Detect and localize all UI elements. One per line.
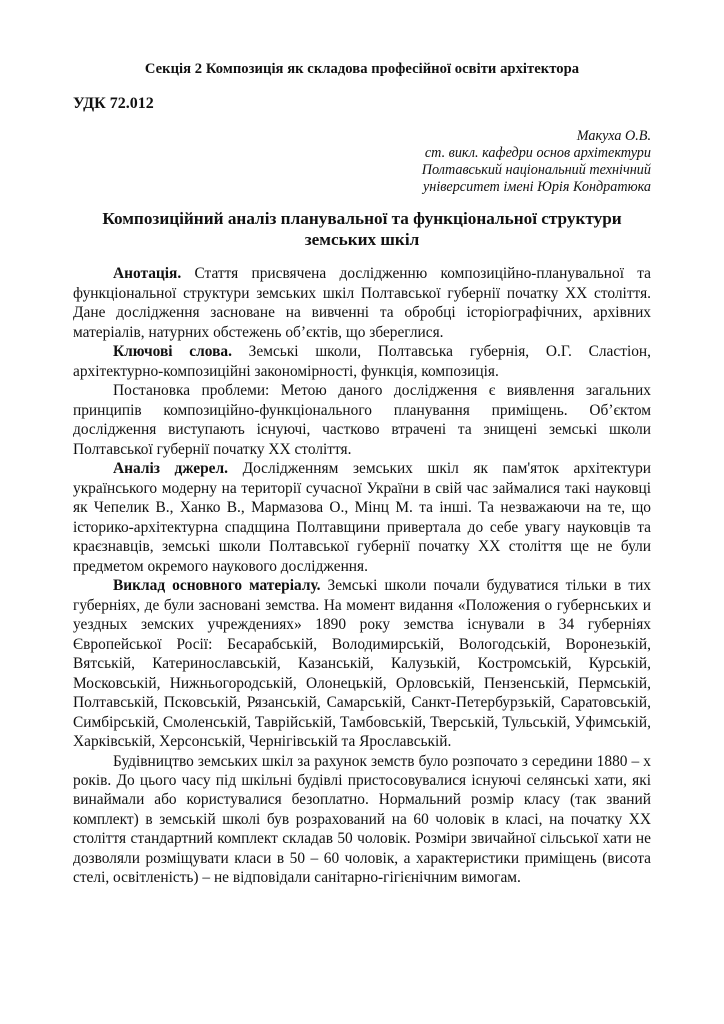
paragraph-source-analysis (73, 459, 651, 576)
udk-code: УДК 72.012 (73, 95, 154, 113)
paragraph-problem-statement (73, 381, 651, 459)
paragraph-lead-source-analysis: Аналіз джерел. (113, 460, 228, 478)
paragraph-text-problem-statement: Постановка проблеми: Метою даного дослідження є виявлення загальних принципів композиційно-функціонального планування приміщень. Об’єктом дослідження виступають існуючі, частково втрачені та знищені земські школи Полтавської губернії початку XX століття. (73, 382, 651, 458)
author-name: Макуха О.В. (576, 128, 651, 145)
paragraph-lead-abstract: Анотація. (113, 265, 182, 283)
article-title: Композиційний аналіз планувальної та функціональної структури земських шкіл (102, 209, 622, 250)
paragraph-main-material (73, 576, 651, 751)
paragraph-text-source-analysis: Дослідженням земських шкіл як пам'яток архітектури українського модерну на території сучасної України в свій час займалися такі науковці як Чепелик В., Ханко В., Мармазова О., Мінц М. та інші. Та незважаючи на те, що історико-архітектурна спадщина Полтавщини привертала до себе увагу науковців та краєзнавців, земські школи Полтавської губернії початку XX століття ще не були предметом окремого наукового дослідження. (73, 460, 652, 575)
paragraph-lead-main-material: Виклад основного матеріалу. (113, 577, 321, 595)
author-affiliation-line-1: Полтавський національний технічний (421, 161, 651, 178)
paragraph-text-construction-history: Будівництво земських шкіл за рахунок земств було розпочато з середини 1880 – х років. До цього часу під шкільні будівлі пристосовувалися існуючі селянські хати, які винаймали або користувалися безоплатно. Нормальний розмір класу (так званий комплект) в земській школі був розрахований на 60 чоловік в класі, на початку XX століття стандартний комплект складав 50 чоловік. Розміри звичайної сільської хати не дозволяли розміщувати класи в 50 – 60 чоловік, а характеристики приміщень (висота стелі, освітленість) – не відповідали санітарно-гігієнічним вимогам. (73, 752, 651, 887)
author-affiliation-line-2: університет імені Юрія Кондратюка (422, 178, 651, 195)
paragraph-abstract (73, 264, 651, 342)
paragraph-lead-keywords: Ключові слова. (113, 343, 232, 361)
author-position: ст. викл. кафедри основ архітектури (424, 145, 651, 162)
paragraph-keywords (73, 342, 651, 381)
author-block (73, 128, 651, 195)
paragraph-text-keywords: Земські школи, Полтавська губернія, О.Г. Сластіон, архітектурно-композиційні закономірності, функція, композиція. (73, 343, 652, 380)
page-content (73, 0, 651, 888)
paragraph-construction-history (73, 752, 651, 888)
paragraph-text-main-material: Земські школи почали будуватися тільки в тих губерніях, де були засновані земства. На момент видання «Положения о губернських и уездных земских учреждениях» 1890 року земства існували в 34 губерніях Європейської Росії: Бесарабській, Володимирській, Вологодській, Воронезькій, Вятській, Катеринославській, Казанській, Калузькій, Костромській, Курській, Московській, Нижньогородській, Олонецькій, Орловській, Пензенській, Пермській, Полтавській, Псковській, Рязанській, Самарській, Санкт-Петербурзькій, Саратовській, Симбірській, Смоленській, Таврійській, Тамбовській, Тверській, Тульській, Уфимській, Харківській, Херсонській, Чернігівській та Ярославській. (73, 577, 652, 751)
paragraph-text-abstract: Стаття присвячена дослідженню композиційно-планувальної та функціональної структури земських шкіл Полтавської губернії початку XX століття. Дане дослідження засноване на вивченні та обробці історіографічних, архівних матеріалів, натурних обстежень об’єктів, що збереглися. (73, 265, 651, 341)
running-head: Секція 2 Композиція як складова професійної освіти архітектора (144, 61, 580, 77)
